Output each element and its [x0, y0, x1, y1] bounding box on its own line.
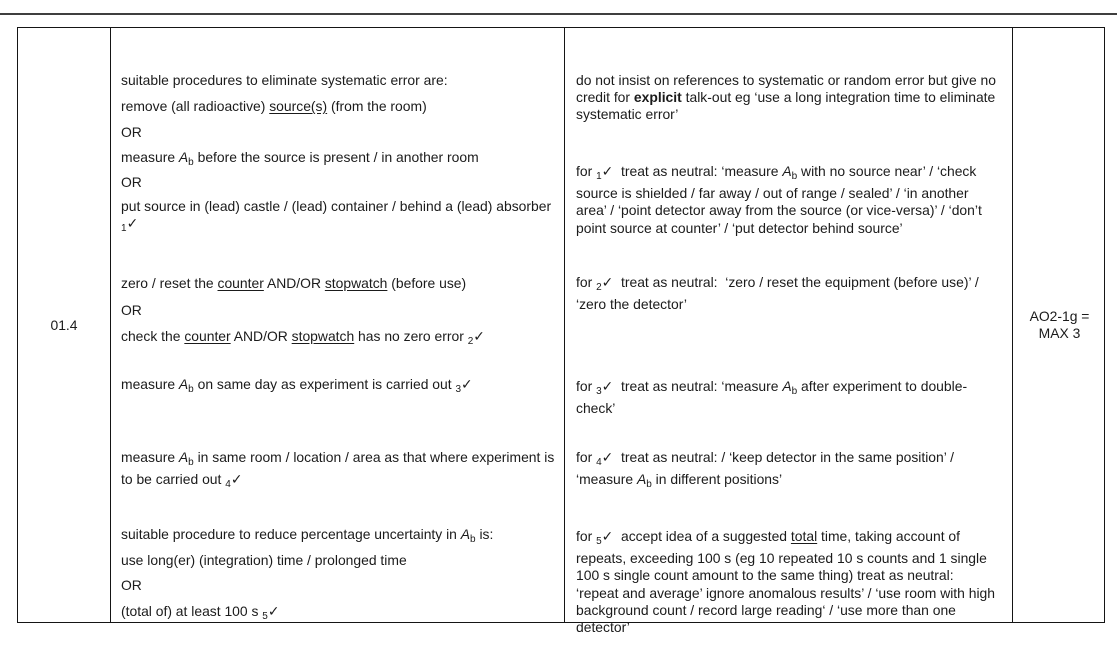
answer-paragraph: zero / reset the counter AND/OR stopwatch (before use) — [121, 275, 467, 291]
mark-scheme-table — [17, 27, 1105, 636]
comment-paragraph: for $_3$✓ treat as neutral: ‘measure $A_b$ after experiment to double-check’ — [576, 378, 968, 417]
comments-cell — [565, 28, 1013, 636]
page-divider-rule — [0, 13, 1117, 15]
or-separator: OR — [121, 174, 142, 190]
answer-paragraph: suitable procedures to eliminate systematic error are: — [121, 72, 448, 88]
answer-paragraph: (total of) at least 100 s $_5$✓ — [121, 603, 280, 622]
answer-cell — [111, 28, 565, 622]
marks-allocation — [1030, 308, 1090, 342]
answer-paragraph: remove (all radioactive) source(s) (from the room) — [121, 98, 427, 114]
or-separator: OR — [121, 577, 142, 593]
answer-paragraph: measure $A_b$ in same room / location / area as that where experiment is to be carried out $_4$✓ — [121, 449, 555, 491]
marks-line-1: AO2-1g = — [1029, 307, 1090, 324]
comment-paragraph: for $_4$✓ treat as neutral: / ‘keep detector in the same position’ / ‘measure $A_b$ in different positions’ — [576, 449, 955, 491]
answer-paragraph: check the counter AND/OR stopwatch has no zero error $_2$✓ — [121, 328, 485, 347]
comment-paragraph: do not insist on references to systematic or random error but give no credit for explicit talk-out eg ‘use a long integration time to eliminate systematic error’ — [576, 72, 997, 123]
comment-paragraph: for $_1$✓ treat as neutral: ‘measure $A_b$ with no source near’ / ‘check source is shielded / far away / out of range / sealed’ / ‘in another area’ / ‘point detector away from the source (or vice-versa)’ / ‘don’t point source at counter’ / ‘put detector behind source’ — [576, 163, 982, 236]
question-number: 01.4 — [50, 317, 78, 333]
answer-paragraph: suitable procedure to reduce percentage uncertainty in $A_b$ is: — [121, 526, 494, 545]
or-separator: OR — [121, 124, 142, 140]
or-separator: OR — [121, 302, 142, 318]
comment-paragraph: for $_5$✓ accept idea of a suggested total time, taking account of repeats, exceeding 100 s (eg 10 repeated 10 s counts and 1 single 100 s single count amount to the same thing) treat as neutral: ‘repeat and average’ ignore anomalous results’ / ‘use room with high background count / record large reading‘ / ‘use more than one detector’ — [576, 528, 996, 636]
answer-paragraph: measure $A_b$ before the source is present / in another room — [121, 149, 479, 168]
answer-paragraph: use long(er) (integration) time / prolonged time — [121, 552, 407, 568]
marks-line-2: MAX 3 — [1038, 325, 1081, 341]
answer-paragraph: put source in (lead) castle / (lead) container / behind a (lead) absorber $_1$✓ — [121, 198, 552, 235]
question-number-cell — [18, 28, 111, 622]
marks-cell — [1013, 28, 1106, 622]
answer-paragraph: measure $A_b$ on same day as experiment is carried out $_3$✓ — [121, 376, 473, 395]
comment-paragraph: for $_2$✓ treat as neutral: ‘zero / reset the equipment (before use)’ / ‘zero the detector’ — [576, 274, 979, 313]
